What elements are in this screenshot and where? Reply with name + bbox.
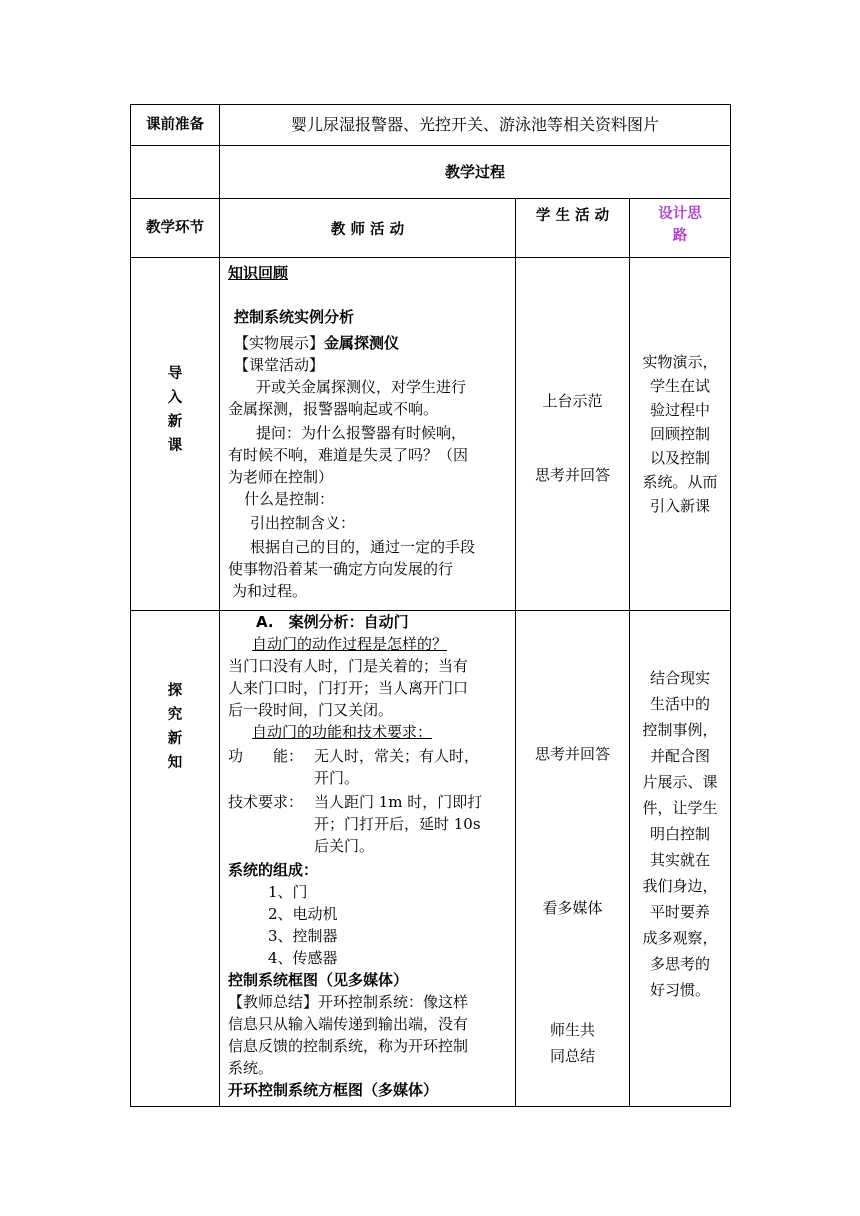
explore-tech — [228, 791, 509, 857]
explore-teacher-cell — [220, 611, 516, 1107]
intro-stage-char: 入 — [167, 390, 183, 406]
explore-design-line: 件，让学生 — [642, 799, 718, 817]
intro-design-line: 验过程中 — [650, 401, 711, 419]
process-title: 教学过程 — [220, 146, 731, 199]
explore-tech-line1: 当人距门 1m 时，门即打 — [314, 793, 483, 811]
explore-components-title: 系统的组成： — [228, 861, 319, 879]
explore-design-cell — [630, 611, 731, 1107]
explore-func — [228, 745, 509, 789]
prep-label: 课前准备 — [131, 105, 220, 146]
header-stage: 教学环节 — [131, 199, 220, 258]
intro-design-line: 实物演示， — [642, 353, 718, 371]
intro-stage-char: 新 — [167, 414, 183, 430]
header-student: 学 生 活 动 — [516, 199, 630, 258]
explore-func-line1: 无人时，常关；有人时， — [314, 747, 480, 765]
intro-stage-char: 课 — [167, 438, 183, 454]
intro-student-cell — [516, 258, 630, 611]
intro-design-line: 回顾控制 — [650, 425, 711, 443]
explore-design-line: 我们身边， — [642, 877, 718, 895]
explore-design-line: 成多观察， — [642, 929, 718, 947]
explore-student-a3-line1: 师生共 — [549, 1021, 595, 1039]
process-title-empty-cell — [131, 146, 220, 199]
header-row — [131, 199, 731, 258]
intro-design-line: 引入新课 — [650, 497, 711, 515]
intro-design-line: 学生在试 — [650, 377, 711, 395]
explore-tech-value — [314, 791, 509, 857]
explore-design-line: 其实就在 — [650, 851, 711, 869]
intro-stage-cell — [131, 258, 220, 611]
explore-q2: 自动门的功能和技术要求： — [252, 723, 433, 741]
intro-stage-label — [131, 362, 219, 458]
process-title-row — [131, 146, 731, 199]
intro-student-a1: 上台示范 — [542, 392, 603, 410]
explore-student-a1: 思考并回答 — [534, 745, 610, 763]
explore-design-line: 好习惯。 — [650, 981, 711, 999]
explore-tech-line3: 后关门。 — [314, 837, 375, 855]
explore-student-a3-line2: 同总结 — [549, 1047, 595, 1065]
explore-student-cell — [516, 611, 630, 1107]
intro-para2-line1: 提问：为什么报警器有时候响， — [256, 424, 467, 442]
intro-para3: 什么是控制： — [244, 490, 335, 508]
explore-component-item: 1、门 — [268, 883, 308, 901]
explore-tech-label: 技术要求： — [228, 793, 304, 811]
explore-open-loop: 开环控制系统方框图（多媒体） — [228, 1081, 439, 1099]
explore-design-line: 片展示、课 — [642, 773, 718, 791]
header-design-line1: 设计思 — [658, 206, 702, 222]
explore-component-item: 4、传感器 — [268, 949, 338, 967]
prep-content: 婴儿尿湿报警器、光控开关、游泳池等相关资料图片 — [220, 105, 731, 146]
explore-stage-label — [131, 679, 219, 775]
intro-review: 知识回顾 — [228, 264, 289, 282]
intro-teacher-cell — [220, 258, 516, 611]
intro-design-cell — [630, 258, 731, 611]
explore-design-line: 多思考的 — [650, 955, 711, 973]
intro-design-line: 系统。从而 — [642, 473, 718, 491]
explore-component-item: 2、电动机 — [268, 905, 338, 923]
explore-design-line: 结合现实 — [650, 669, 711, 687]
intro-para5-line2: 使事物沿着某一确定方向发展的行 — [228, 560, 454, 578]
explore-design-line: 生活中的 — [650, 695, 711, 713]
explore-func-label: 功 能： — [228, 747, 304, 765]
explore-p1-line2: 人来门口时，门打开；当人离开门口 — [228, 679, 469, 697]
explore-summary-text1: 开环控制系统：像这样 — [318, 993, 469, 1011]
explore-design-line: 控制事例， — [642, 721, 718, 739]
intro-show-item: 金属探测仪 — [324, 334, 400, 352]
explore-design-line: 平时要养 — [650, 903, 711, 921]
explore-diagram: 控制系统框图（见多媒体） — [228, 971, 409, 989]
explore-stage-cell — [131, 611, 220, 1107]
prep-row — [131, 105, 731, 146]
header-teacher: 教 师 活 动 — [220, 199, 516, 258]
intro-para4: 引出控制含义： — [250, 514, 356, 532]
explore-case: A. 案例分析：自动门 — [256, 613, 409, 631]
lesson-plan-table — [130, 104, 731, 1107]
explore-func-value — [314, 745, 509, 789]
explore-summary-line4: 系统。 — [228, 1059, 274, 1077]
intro-para5-line3: 为和过程。 — [232, 582, 308, 600]
intro-show — [228, 332, 509, 354]
explore-func-line2: 开门。 — [314, 769, 360, 787]
intro-para2-line2: 有时候不响，难道是失灵了吗？（因 — [228, 446, 469, 464]
explore-stage-char: 知 — [167, 755, 183, 771]
explore-stage-char: 究 — [167, 707, 183, 723]
explore-component-item: 3、控制器 — [268, 927, 338, 945]
explore-summary-prefix: 【教师总结】 — [228, 993, 319, 1011]
explore-tech-line2: 开；门打开后，延时 10s — [314, 815, 481, 833]
intro-para2-line3: 为老师在控制） — [228, 468, 334, 486]
intro-stage-char: 导 — [167, 366, 183, 382]
intro-student-a2: 思考并回答 — [534, 466, 610, 484]
intro-para5-line1: 根据自己的目的，通过一定的手段 — [250, 538, 476, 556]
intro-analysis: 控制系统实例分析 — [234, 308, 355, 326]
explore-student-a2: 看多媒体 — [542, 899, 603, 917]
explore-row — [131, 611, 731, 1107]
intro-show-prefix: 【实物展示】 — [234, 334, 325, 352]
intro-activity: 【课堂活动】 — [234, 356, 325, 374]
explore-design-line: 明白控制 — [650, 825, 711, 843]
explore-q1: 自动门的动作过程是怎样的？ — [252, 635, 448, 653]
intro-para1-line2: 金属探测，报警器响起或不响。 — [228, 400, 439, 418]
explore-p1-line3: 后一段时间，门又关闭。 — [228, 701, 394, 719]
explore-summary-line1 — [228, 991, 509, 1013]
explore-stage-char: 新 — [167, 731, 183, 747]
explore-p1-line1: 当门口没有人时，门是关着的；当有 — [228, 657, 469, 675]
explore-summary-line3: 信息反馈的控制系统，称为开环控制 — [228, 1037, 469, 1055]
header-design — [630, 199, 731, 258]
intro-design-line: 以及控制 — [650, 449, 711, 467]
intro-para1-line1: 开或关金属探测仪，对学生进行 — [256, 378, 467, 396]
header-design-line2: 路 — [672, 228, 688, 244]
explore-stage-char: 探 — [167, 683, 183, 699]
explore-summary-line2: 信息只从输入端传递到输出端，没有 — [228, 1015, 469, 1033]
intro-row — [131, 258, 731, 611]
explore-design-line: 并配合图 — [650, 747, 711, 765]
